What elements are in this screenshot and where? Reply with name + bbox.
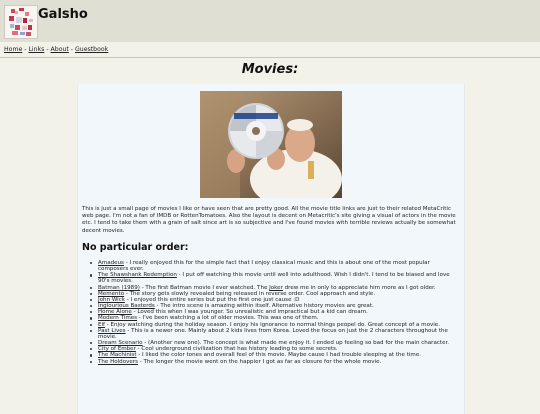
nav-link-home[interactable]: Home bbox=[4, 46, 23, 53]
movie-description: drew me in only to appreciate him more as I got older. bbox=[282, 284, 436, 291]
movie-link[interactable]: The Shawshank Redemption bbox=[98, 272, 177, 279]
movie-description: - I put off watching this movie until well into adulthood. Wish I didn't. I tend to be biased and love 90's movies. bbox=[98, 272, 450, 285]
movie-link[interactable]: Past Lives bbox=[98, 327, 126, 334]
movie-description: - I liked the color tones and overall feel of this movie. Maybe cause I had trouble sleeping at the time. bbox=[136, 352, 421, 359]
movie-link[interactable]: The Machinist bbox=[98, 352, 137, 359]
nav-separator: - bbox=[68, 46, 75, 53]
movie-link[interactable]: Dream Scenario bbox=[98, 340, 143, 347]
page-title: Movies: bbox=[241, 62, 299, 77]
list-item bbox=[78, 272, 456, 284]
movie-link[interactable]: Batman (1989) bbox=[98, 284, 140, 291]
nav-link-links[interactable]: Links bbox=[28, 46, 45, 53]
movie-description: - Cool underground civilization that has history leading to some secrets. bbox=[135, 346, 338, 353]
joker-link[interactable]: Joker bbox=[269, 284, 283, 291]
pixel-art-logo-icon[interactable] bbox=[4, 5, 38, 39]
movie-link[interactable]: John Wick bbox=[98, 296, 125, 303]
nav-separator: - bbox=[22, 46, 29, 53]
movie-link[interactable]: Home Alone bbox=[98, 309, 132, 316]
section-heading: No particular order: bbox=[82, 242, 189, 253]
movie-description: - I've been watching a lot of older movies. This was one of them. bbox=[137, 315, 319, 322]
movie-description: - I really enjoyed this for the simple fact that I enjoy classical music and this is about one of the most popular composers ever. bbox=[98, 260, 430, 273]
main-nav bbox=[4, 46, 108, 53]
movie-link[interactable]: Elf bbox=[98, 321, 105, 328]
logo-graphic bbox=[5, 6, 37, 38]
movie-description: - Enjoy watching during the holiday season. I enjoy his ignorance to normal things peopel do. Great concept of a movie. bbox=[105, 321, 440, 328]
movie-list bbox=[78, 260, 464, 365]
hero-image bbox=[200, 91, 342, 198]
photo-holding-cd bbox=[200, 91, 342, 198]
site-title: Galsho bbox=[38, 7, 88, 22]
movie-description: - The story gets slowly revealed being released in reverse order. Cool approach and style. bbox=[124, 290, 376, 297]
movie-description: - The first Batman movie I ever watched. The bbox=[139, 284, 270, 291]
movie-link[interactable]: Memento bbox=[98, 290, 125, 297]
list-item bbox=[78, 359, 456, 365]
movie-link[interactable]: Amadeus bbox=[98, 260, 124, 266]
list-item bbox=[78, 328, 456, 340]
content-panel bbox=[77, 84, 465, 414]
header-divider bbox=[0, 57, 540, 58]
movie-description: - The longer the movie went on the happier I got as far as closure for the whole movie. bbox=[137, 358, 382, 365]
movie-link[interactable]: The Holdovers bbox=[98, 358, 138, 365]
nav-link-about[interactable]: About bbox=[50, 46, 69, 53]
movie-description: - Loved this when I was younger. So unrealistic and impractical but a kid can dream. bbox=[131, 309, 368, 316]
movie-link[interactable]: City of Ember bbox=[98, 346, 136, 353]
site-header bbox=[0, 0, 540, 42]
movie-description: - This is a newer one. Mainly about 2 kids lives from Korea. Loved the focus on just the 2 characters throughout the movie. bbox=[98, 327, 448, 340]
list-item bbox=[78, 260, 456, 272]
intro-paragraph: This is just a small page of movies I like or have seen that are pretty good. All the movie title links are just to their related MetaCritic web page. I'm not a fan of IMDB or RottenTomatoes. Also the layout is decent on Metacritic's site giving a visual of actors in the movie etc. I tend to take them with a grain of salt since art is so subjective and I've found movies with terrible reviews actually be somewhat decent movies. bbox=[82, 206, 456, 234]
movie-description: - The intro scene is amazing within itself. Alternative history movies are great. bbox=[154, 303, 374, 310]
movie-description: - I enjoyed this entire series but put the first one just cause :D bbox=[125, 296, 300, 303]
movie-link[interactable]: Inglourious Basterds bbox=[98, 303, 155, 310]
movie-link[interactable]: Modern Times bbox=[98, 315, 138, 322]
nav-separator: - bbox=[44, 46, 51, 53]
movie-description: - (Another new one). The concept is what made me enjoy it. I ended up feeling so bad for the main character. bbox=[142, 340, 450, 347]
nav-link-guestbook[interactable]: Guestbook bbox=[75, 46, 109, 53]
